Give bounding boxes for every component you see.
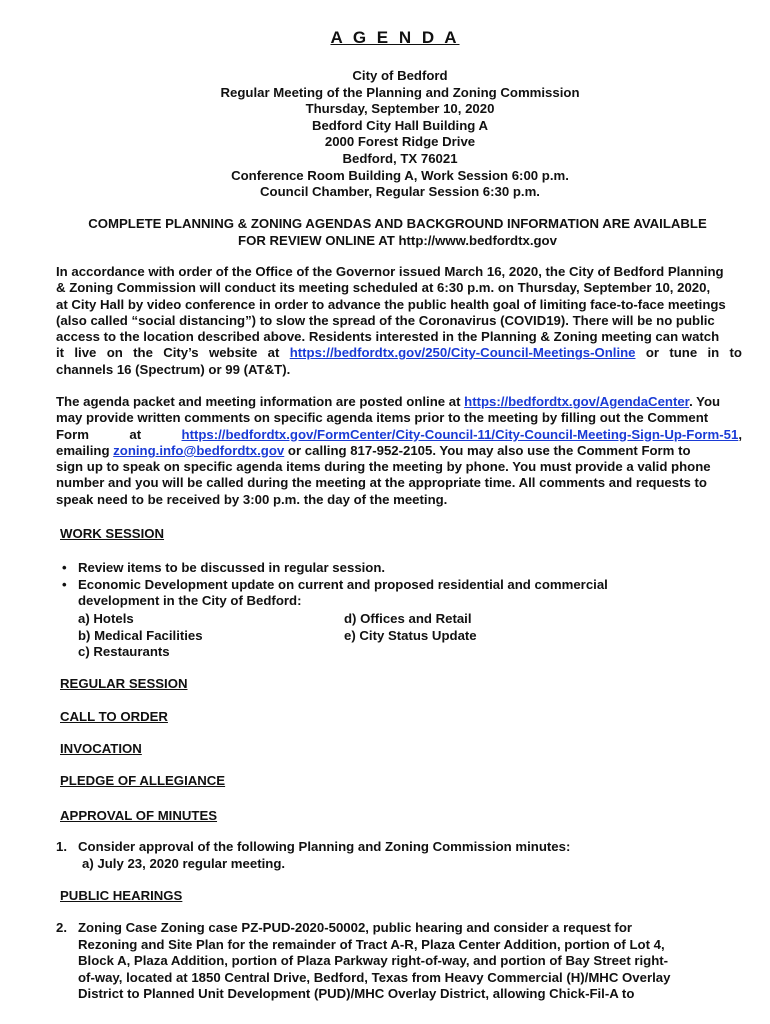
agenda-item-row	[56, 920, 756, 937]
list-item-text: Economic Development update on current and proposed residential and commercial	[78, 576, 608, 592]
council-meetings-online-link[interactable]: https://bedfordtx.gov/250/City-Council-Meetings-Online	[289, 345, 636, 361]
header-line: City of Bedford	[352, 68, 448, 83]
word: at	[267, 345, 280, 361]
approval-of-minutes-heading: APPROVAL OF MINUTES	[60, 808, 218, 823]
paragraph-line	[56, 410, 742, 426]
paragraph-line	[56, 475, 742, 491]
paragraph-line	[56, 362, 742, 378]
header-line: Regular Meeting of the Planning and Zoning Commission	[220, 84, 580, 100]
minutes-sub-item: a) July 23, 2020 regular meeting.	[82, 856, 286, 871]
meeting-header	[0, 68, 770, 201]
line-text: at City Hall by video conference in order to advance the public health goal of limiting face-to-face meetings	[56, 296, 726, 312]
category-item: e) City Status Update	[344, 627, 477, 643]
header-line: Council Chamber, Regular Session 6:30 p.m.	[260, 184, 540, 200]
text-segment: . You	[689, 394, 721, 409]
agenda-center-link[interactable]: https://bedfordtx.gov/AgendaCenter	[464, 394, 690, 409]
header-line: 2000 Forest Ridge Drive	[324, 134, 476, 150]
work-session-list	[60, 560, 750, 610]
word: tune	[669, 345, 698, 361]
sign-up-form-link[interactable]: https://bedfordtx.gov/FormCenter/City-Council-11/City-Council-Meeting-Sign-Up-Form-51	[181, 426, 739, 442]
line-text: access to the location described above. Residents interested in the Planning & Zoning meeting can watch	[56, 329, 720, 345]
list-item-continuation	[60, 593, 750, 610]
word: it	[56, 345, 65, 361]
header-line: Bedford City Hall Building A	[311, 117, 489, 133]
paragraph-line	[56, 427, 742, 443]
agenda-item-row	[56, 986, 756, 1003]
line-text: channels 16 (Spectrum) or 99 (AT&T).	[56, 361, 291, 377]
paragraph-line	[56, 264, 742, 280]
paragraph-line	[56, 280, 742, 296]
agenda-item-1	[56, 839, 756, 856]
line-text	[182, 427, 742, 443]
agenda-item-2	[56, 920, 756, 1003]
agenda-item-row	[56, 970, 756, 987]
line-text	[56, 394, 720, 410]
pledge-heading: PLEDGE OF ALLEGIANCE	[60, 773, 226, 788]
list-item-text: development in the City of Bedford:	[78, 593, 302, 608]
word: to	[729, 345, 742, 361]
item-text: Zoning Case Zoning case PZ-PUD-2020-50002, public hearing and consider a request for	[78, 920, 633, 935]
invocation-heading: INVOCATION	[60, 741, 142, 756]
category-item: b) Medical Facilities	[78, 627, 203, 643]
paragraph-line	[56, 459, 742, 475]
agenda-item-row	[56, 953, 756, 970]
word: live	[74, 345, 97, 361]
line-text	[56, 443, 691, 459]
paragraph-line	[56, 345, 742, 361]
list-item	[60, 577, 750, 594]
public-hearings-heading: PUBLIC HEARINGS	[60, 888, 183, 903]
line-text: (also called “social distancing”) to slow the spread of the Coronavirus (COVID19). There will be no public	[56, 312, 715, 328]
agenda-packet-paragraph	[56, 394, 742, 508]
covid-notice-paragraph	[56, 264, 742, 378]
item-text: Rezoning and Site Plan for the remainder of Tract A-R, Plaza Center Addition, portion of Lot 4,	[78, 936, 665, 952]
line-text: speak need to be received by 3:00 p.m. the day of the meeting.	[56, 491, 448, 507]
text-segment: The agenda packet and meeting information are posted online at	[56, 394, 465, 409]
text-segment: or calling 817-952-2105. You may also use the Comment Form to	[284, 442, 691, 458]
line-text: sign up to speak on specific agenda items during the meeting by phone. You must provide a valid phone	[56, 459, 711, 475]
item-text: of-way, located at 1850 Central Drive, Bedford, Texas from Heavy Commercial (H)/MHC Overlay	[78, 969, 671, 985]
paragraph-line	[56, 394, 742, 410]
line-text: number and you will be called during the meeting at the appropriate time. All comments and requests to	[56, 475, 707, 491]
item-text: Consider approval of the following Planning and Zoning Commission minutes:	[78, 839, 571, 854]
text-segment: emailing	[56, 442, 114, 458]
item-text: District to Planned Unit Development (PUD)/MHC Overlay District, allowing Chick-Fil-A to	[78, 986, 635, 1001]
line-text: may provide written comments on specific agenda items prior to the meeting by filling out the Comment	[56, 410, 709, 426]
word: website	[208, 345, 258, 361]
availability-notice	[0, 216, 770, 250]
word: on	[106, 345, 123, 361]
category-item: a) Hotels	[78, 611, 134, 626]
paragraph-line	[56, 443, 742, 459]
category-item: d) Offices and Retail	[344, 611, 472, 626]
item-number: 2.	[56, 920, 67, 935]
call-to-order-heading: CALL TO ORDER	[60, 709, 168, 724]
notice-line: COMPLETE PLANNING & ZONING AGENDAS AND BACKGROUND INFORMATION ARE AVAILABLE	[88, 216, 707, 231]
bullet-icon: •	[62, 576, 67, 592]
word: the	[133, 345, 153, 361]
paragraph-line	[56, 492, 742, 508]
item-text: Block A, Plaza Addition, portion of Plaza Parkway right-of-way, and portion of Bay Street right-	[78, 953, 669, 968]
list-item	[60, 560, 750, 577]
bullet-icon: •	[62, 560, 67, 575]
work-session-heading: WORK SESSION	[60, 526, 165, 541]
page-title: A G E N D A	[330, 28, 460, 47]
line-text: & Zoning Commission will conduct its meeting scheduled at 6:30 p.m. on Thursday, September 10, 2020,	[56, 280, 711, 296]
agenda-item-row	[56, 937, 756, 954]
list-item-text: Review items to be discussed in regular session.	[78, 560, 386, 575]
agenda-item-row	[56, 839, 756, 856]
header-line: Bedford, TX 76021	[342, 150, 458, 166]
word: City’s	[163, 345, 199, 361]
zoning-email-link[interactable]: zoning.info@bedfordtx.gov	[113, 442, 285, 458]
header-line: Conference Room Building A, Work Session 6:00 p.m.	[231, 167, 569, 183]
paragraph-line	[56, 297, 742, 313]
item-number: 1.	[56, 839, 67, 854]
paragraph-line	[56, 313, 742, 329]
word: Form	[56, 426, 89, 442]
header-line: Thursday, September 10, 2020	[305, 101, 495, 117]
regular-session-heading: REGULAR SESSION	[60, 676, 188, 691]
word: in	[707, 345, 720, 361]
category-item: c) Restaurants	[78, 644, 170, 659]
line-text: In accordance with order of the Office of the Governor issued March 16, 2020, the City of Bedford Planning	[56, 264, 724, 279]
notice-line: FOR REVIEW ONLINE AT http://www.bedfordtx.gov	[238, 233, 557, 248]
text-segment: ,	[738, 426, 742, 442]
paragraph-line	[56, 329, 742, 345]
word: or	[645, 345, 660, 361]
word: at	[129, 426, 142, 442]
